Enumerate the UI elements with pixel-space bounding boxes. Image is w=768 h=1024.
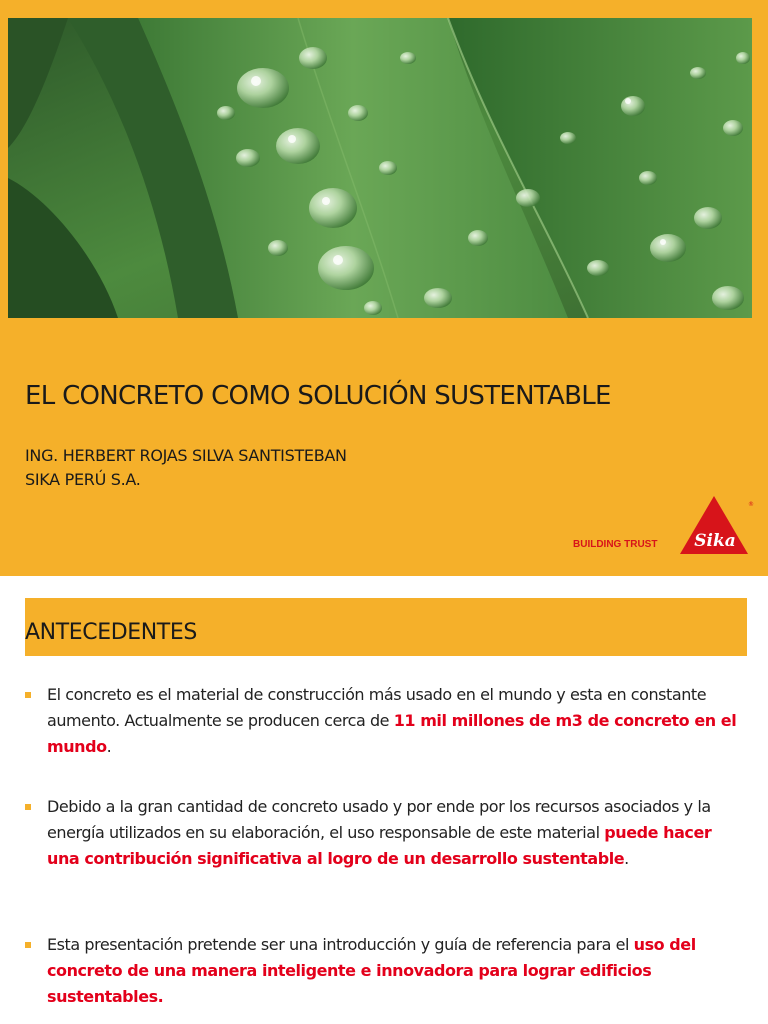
company-name: SIKA PERÚ S.A. [25, 470, 141, 489]
bullet-text: El concreto es el material de construcción más usado en el mundo y esta en constante aumento. Actualmente se producen cerca de 11 mil millones de m3 de concreto en el mundo. [47, 685, 737, 756]
slide-title: EL CONCRETO COMO SOLUCIÓN SUSTENTABLE [25, 381, 611, 411]
bullet-text: Esta presentación pretende ser una introducción y guía de referencia para el uso del concreto de una manera inteligente e innovadora para lograr edificios sustentables. [47, 935, 696, 1006]
author-name: ING. HERBERT ROJAS SILVA SANTISTEBAN [25, 446, 347, 465]
bullet-marker [25, 942, 31, 948]
bullet-item [25, 794, 745, 872]
sika-logo [678, 494, 754, 556]
slide-heading: ANTECEDENTES [25, 620, 197, 645]
highlight-text: 11 mil millones de m3 de concreto en el mundo [47, 711, 737, 756]
highlight-text: puede hacer una contribución significativa al logro de un desarrollo sustentable [47, 823, 712, 868]
antecedentes-slide [0, 576, 768, 1024]
heading-bar [25, 598, 747, 656]
highlight-text: uso del concreto de una manera inteligente e innovadora para lograr edificios sustentables. [47, 935, 696, 1006]
bullet-text: Debido a la gran cantidad de concreto usado y por ende por los recursos asociados y la energía utilizados en su elaboración, el uso responsable de este material puede hacer una contribución significativa al logro de un desarrollo sustentable. [47, 797, 712, 868]
sika-logo-text: Sika [694, 531, 736, 551]
leaf-water-drops-photo [8, 18, 752, 318]
svg-text:®: ® [748, 501, 754, 508]
bullet-item [25, 682, 745, 760]
bullet-marker [25, 692, 31, 698]
brand-tagline: BUILDING TRUST [573, 539, 658, 550]
bullet-item [25, 932, 745, 1010]
bullet-marker [25, 804, 31, 810]
